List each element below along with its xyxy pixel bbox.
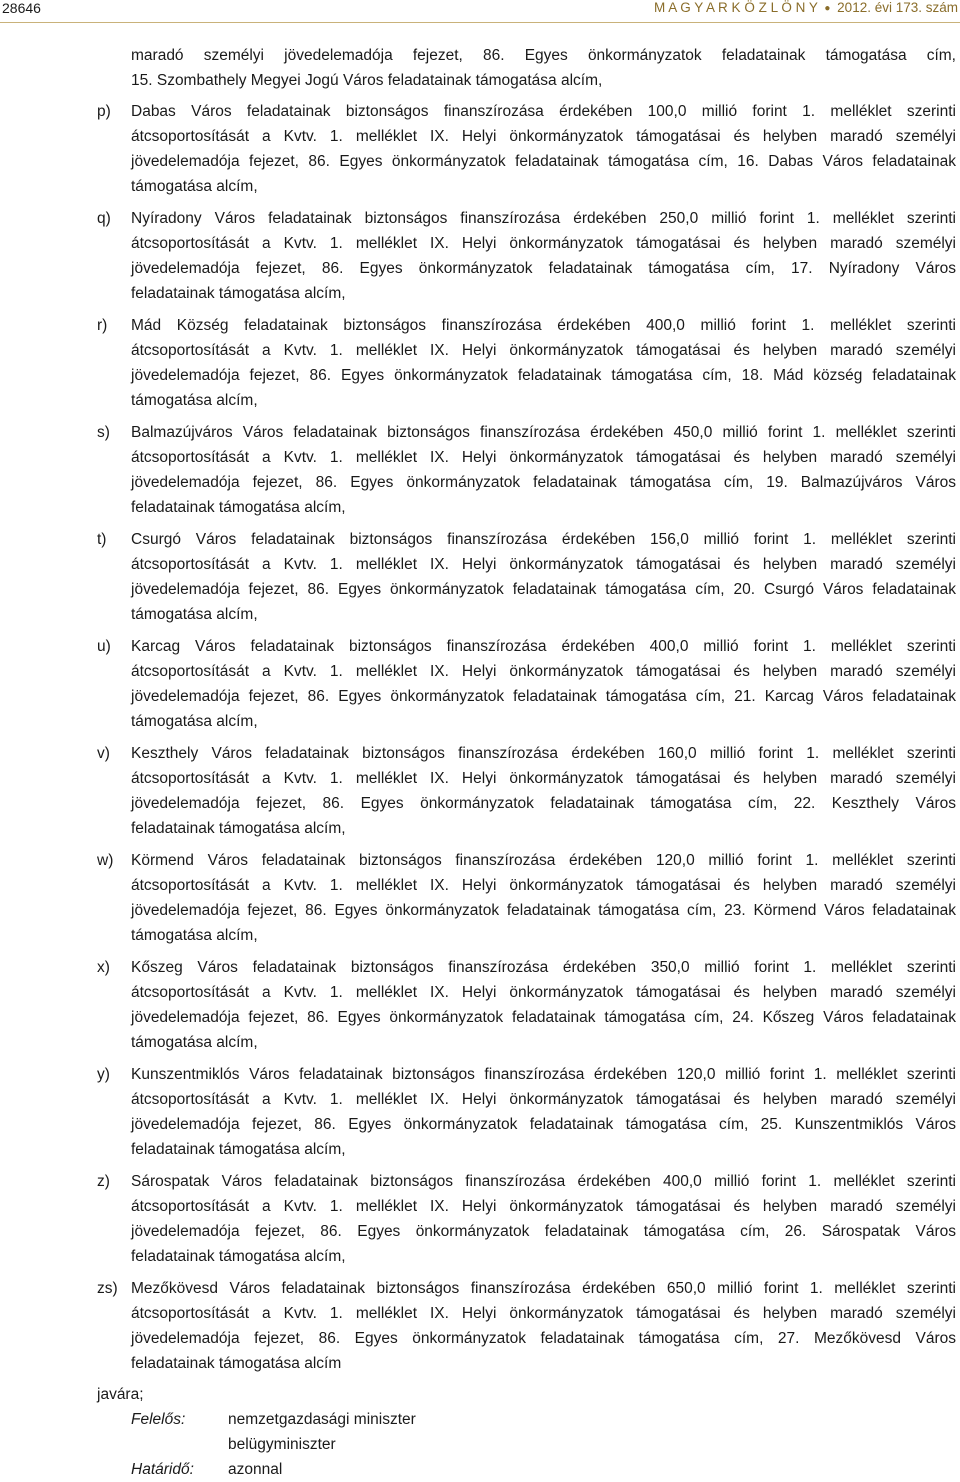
text-line: Mezőkövesd Város feladatainak biztonságos finanszírozása érdekében 650,0 millió forint 1. melléklet szerinti bbox=[131, 1280, 956, 1297]
text-line: Nyíradony Város feladatainak biztonságos finanszírozása érdekében 250,0 millió forint 1. melléklet szerinti bbox=[131, 210, 956, 227]
text-line: feladatainak támogatása alcím, bbox=[131, 1141, 346, 1158]
text-line: jövedelemadója fejezet, 86. Egyes önkormányzatok feladatainak támogatása cím, 19. Balmazújváros Város bbox=[131, 474, 956, 491]
item-row bbox=[0, 791, 960, 816]
item-row bbox=[0, 684, 960, 709]
text-line: 15. Szombathely Megyei Jogú Város feladatainak támogatása alcím, bbox=[131, 72, 603, 89]
item-row bbox=[0, 420, 960, 445]
page-number: 28646 bbox=[2, 0, 41, 16]
item-row bbox=[0, 1112, 960, 1137]
item-row bbox=[0, 923, 960, 948]
text-line: átcsoportosítását a Kvtv. 1. melléklet IX. Helyi önkormányzatok támogatásai és helyben maradó személyi bbox=[131, 877, 956, 894]
text-line: jövedelemadója fejezet, 86. Egyes önkormányzatok feladatainak támogatása cím, 16. Dabas Város feladatainak bbox=[131, 153, 956, 170]
item-row bbox=[0, 873, 960, 898]
text-line: feladatainak támogatása alcím, bbox=[131, 820, 346, 837]
responsible-row-2 bbox=[0, 1432, 960, 1457]
issue-label: 2012. évi 173. szám bbox=[837, 0, 958, 15]
list-item bbox=[0, 420, 960, 520]
text-line: jövedelemadója fejezet, 86. Egyes önkormányzatok feladatainak támogatása cím, 18. Mád község feladatainak bbox=[131, 367, 956, 384]
item-row bbox=[0, 955, 960, 980]
item-letter: t) bbox=[97, 531, 107, 548]
responsible-row bbox=[0, 1407, 960, 1432]
text-line: átcsoportosítását a Kvtv. 1. melléklet IX. Helyi önkormányzatok támogatásai és helyben maradó személyi bbox=[131, 1198, 956, 1215]
item-row bbox=[0, 816, 960, 841]
item-row bbox=[0, 634, 960, 659]
running-header bbox=[0, 0, 960, 22]
text-line: átcsoportosítását a Kvtv. 1. melléklet IX. Helyi önkormányzatok támogatásai és helyben maradó személyi bbox=[131, 1305, 956, 1322]
text-line: feladatainak támogatása alcím bbox=[131, 1355, 342, 1372]
item-row bbox=[0, 313, 960, 338]
item-row bbox=[0, 256, 960, 281]
item-row bbox=[0, 206, 960, 231]
item-row bbox=[0, 577, 960, 602]
responsible-value: nemzetgazdasági miniszter bbox=[228, 1411, 416, 1428]
text-line: átcsoportosítását a Kvtv. 1. melléklet IX. Helyi önkormányzatok támogatásai és helyben maradó személyi bbox=[131, 770, 956, 787]
item-row bbox=[0, 495, 960, 520]
item-row bbox=[0, 1276, 960, 1301]
text-line: átcsoportosítását a Kvtv. 1. melléklet IX. Helyi önkormányzatok támogatásai és helyben maradó személyi bbox=[131, 128, 956, 145]
item-row bbox=[0, 709, 960, 734]
item-row bbox=[0, 363, 960, 388]
list-item bbox=[0, 527, 960, 627]
item-row bbox=[0, 231, 960, 256]
item-row bbox=[0, 1087, 960, 1112]
text-line: feladatainak támogatása alcím, bbox=[131, 1248, 346, 1265]
text-line: Karcag Város feladatainak biztonságos finanszírozása érdekében 400,0 millió forint 1. melléklet szerinti bbox=[131, 638, 956, 655]
closing-block bbox=[0, 1382, 960, 1482]
item-row bbox=[0, 848, 960, 873]
publication-title: M A G Y A R K Ö Z L Ö N Y bbox=[654, 0, 818, 15]
item-row bbox=[0, 445, 960, 470]
item-row bbox=[0, 527, 960, 552]
text-line: jövedelemadója fejezet, 86. Egyes önkormányzatok feladatainak támogatása cím, 23. Körmend Város feladatainak bbox=[131, 902, 956, 919]
text-line: jövedelemadója fejezet, 86. Egyes önkormányzatok feladatainak támogatása cím, 22. Keszthely Város bbox=[131, 795, 956, 812]
item-row bbox=[0, 1326, 960, 1351]
item-letter: r) bbox=[97, 317, 108, 334]
item-letter: x) bbox=[97, 959, 110, 976]
item-row bbox=[0, 766, 960, 791]
text-line: Körmend Város feladatainak biztonságos finanszírozása érdekében 120,0 millió forint 1. melléklet szerinti bbox=[131, 852, 956, 869]
item-row bbox=[0, 980, 960, 1005]
list-item bbox=[0, 1062, 960, 1162]
header-rule bbox=[0, 22, 960, 23]
list-item bbox=[0, 206, 960, 306]
item-letter: s) bbox=[97, 424, 110, 441]
item-letter: v) bbox=[97, 745, 110, 762]
text-line: Dabas Város feladatainak biztonságos finanszírozása érdekében 100,0 millió forint 1. melléklet szerinti bbox=[131, 103, 956, 120]
text-line: támogatása alcím, bbox=[131, 392, 258, 409]
text-line: feladatainak támogatása alcím, bbox=[131, 499, 346, 516]
list-item bbox=[0, 1169, 960, 1269]
item-letter: p) bbox=[97, 103, 111, 120]
text-line: jövedelemadója fejezet, 86. Egyes önkormányzatok feladatainak támogatása cím, 21. Karcag Város feladatainak bbox=[131, 688, 956, 705]
document-body bbox=[0, 43, 960, 1482]
list-item bbox=[0, 848, 960, 948]
text-line: jövedelemadója fejezet, 86. Egyes önkormányzatok feladatainak támogatása cím, 17. Nyíradony Város bbox=[131, 260, 956, 277]
text-line: átcsoportosítását a Kvtv. 1. melléklet IX. Helyi önkormányzatok támogatásai és helyben maradó személyi bbox=[131, 984, 956, 1001]
text-line: támogatása alcím, bbox=[131, 713, 258, 730]
responsible-value: belügyminiszter bbox=[228, 1436, 336, 1453]
text-line: Keszthely Város feladatainak biztonságos finanszírozása érdekében 160,0 millió forint 1. melléklet szerinti bbox=[131, 745, 956, 762]
text-line: jövedelemadója fejezet, 86. Egyes önkormányzatok feladatainak támogatása cím, 27. Mezőkövesd Város bbox=[131, 1330, 956, 1347]
item-row bbox=[0, 1169, 960, 1194]
text-line: Kőszeg Város feladatainak biztonságos finanszírozása érdekében 350,0 millió forint 1. melléklet szerinti bbox=[131, 959, 956, 976]
list-item bbox=[0, 955, 960, 1055]
text-line: átcsoportosítását a Kvtv. 1. melléklet IX. Helyi önkormányzatok támogatásai és helyben maradó személyi bbox=[131, 235, 956, 252]
item-row bbox=[0, 602, 960, 627]
item-letter: y) bbox=[97, 1066, 110, 1083]
list-item bbox=[0, 634, 960, 734]
text-line: támogatása alcím, bbox=[131, 927, 258, 944]
bullet-separator: ● bbox=[824, 3, 831, 14]
text-line: jövedelemadója fejezet, 86. Egyes önkormányzatok feladatainak támogatása cím, 20. Csurgó Város feladatainak bbox=[131, 581, 956, 598]
item-row bbox=[0, 1030, 960, 1055]
text-line: jövedelemadója fejezet, 86. Egyes önkormányzatok feladatainak támogatása cím, 26. Sárospatak Város bbox=[131, 1223, 956, 1240]
intro-paragraph bbox=[0, 43, 960, 93]
responsible-label: Felelős: bbox=[131, 1411, 186, 1428]
closing-lead: javára; bbox=[97, 1386, 144, 1403]
text-line: támogatása alcím, bbox=[131, 606, 258, 623]
item-row bbox=[0, 174, 960, 199]
item-row bbox=[0, 898, 960, 923]
item-row bbox=[0, 1194, 960, 1219]
item-row bbox=[0, 1062, 960, 1087]
text-line: Balmazújváros Város feladatainak biztonságos finanszírozása érdekében 450,0 millió forint 1. melléklet szerinti bbox=[131, 424, 956, 441]
item-row bbox=[0, 1244, 960, 1269]
text-line: Csurgó Város feladatainak biztonságos finanszírozása érdekében 156,0 millió forint 1. melléklet szerinti bbox=[131, 531, 956, 548]
item-row bbox=[0, 124, 960, 149]
list-item bbox=[0, 313, 960, 413]
item-row bbox=[0, 149, 960, 174]
item-row bbox=[0, 338, 960, 363]
text-line: Mád Község feladatainak biztonságos finanszírozása érdekében 400,0 millió forint 1. melléklet szerinti bbox=[131, 317, 956, 334]
item-row bbox=[0, 552, 960, 577]
item-row bbox=[0, 1301, 960, 1326]
text-line: támogatása alcím, bbox=[131, 178, 258, 195]
item-row bbox=[0, 1137, 960, 1162]
item-row bbox=[0, 1351, 960, 1376]
text-line: átcsoportosítását a Kvtv. 1. melléklet IX. Helyi önkormányzatok támogatásai és helyben maradó személyi bbox=[131, 663, 956, 680]
text-line: átcsoportosítását a Kvtv. 1. melléklet IX. Helyi önkormányzatok támogatásai és helyben maradó személyi bbox=[131, 1091, 956, 1108]
deadline-label: Határidő: bbox=[131, 1461, 194, 1478]
deadline-row bbox=[0, 1457, 960, 1482]
item-row bbox=[0, 388, 960, 413]
text-line: átcsoportosítását a Kvtv. 1. melléklet IX. Helyi önkormányzatok támogatásai és helyben maradó személyi bbox=[131, 342, 956, 359]
text-line: Kunszentmiklós Város feladatainak biztonságos finanszírozása érdekében 120,0 millió forint 1. melléklet szerinti bbox=[131, 1066, 956, 1083]
list-items bbox=[0, 99, 960, 1376]
item-letter: w) bbox=[97, 852, 114, 869]
list-item bbox=[0, 1276, 960, 1376]
item-letter: u) bbox=[97, 638, 111, 655]
text-line: maradó személyi jövedelemadója fejezet, 86. Egyes önkormányzatok feladatainak támogatása cím, bbox=[131, 47, 956, 64]
item-row bbox=[0, 99, 960, 124]
text-line: átcsoportosítását a Kvtv. 1. melléklet IX. Helyi önkormányzatok támogatásai és helyben maradó személyi bbox=[131, 556, 956, 573]
text-line: Sárospatak Város feladatainak biztonságos finanszírozása érdekében 400,0 millió forint 1. melléklet szerinti bbox=[131, 1173, 956, 1190]
item-letter: q) bbox=[97, 210, 111, 227]
text-line: jövedelemadója fejezet, 86. Egyes önkormányzatok feladatainak támogatása cím, 25. Kunszentmiklós Város bbox=[131, 1116, 956, 1133]
running-title bbox=[654, 0, 958, 15]
item-row bbox=[0, 741, 960, 766]
item-letter: z) bbox=[97, 1173, 110, 1190]
list-item bbox=[0, 741, 960, 841]
text-line: jövedelemadója fejezet, 86. Egyes önkormányzatok feladatainak támogatása cím, 24. Kőszeg Város feladatainak bbox=[131, 1009, 956, 1026]
item-row bbox=[0, 1005, 960, 1030]
text-line: átcsoportosítását a Kvtv. 1. melléklet IX. Helyi önkormányzatok támogatásai és helyben maradó személyi bbox=[131, 449, 956, 466]
text-line: feladatainak támogatása alcím, bbox=[131, 285, 346, 302]
deadline-value: azonnal bbox=[228, 1461, 283, 1478]
text-line: támogatása alcím, bbox=[131, 1034, 258, 1051]
item-row bbox=[0, 470, 960, 495]
item-row bbox=[0, 281, 960, 306]
list-item bbox=[0, 99, 960, 199]
item-row bbox=[0, 659, 960, 684]
item-letter: zs) bbox=[97, 1280, 118, 1297]
item-row bbox=[0, 1219, 960, 1244]
